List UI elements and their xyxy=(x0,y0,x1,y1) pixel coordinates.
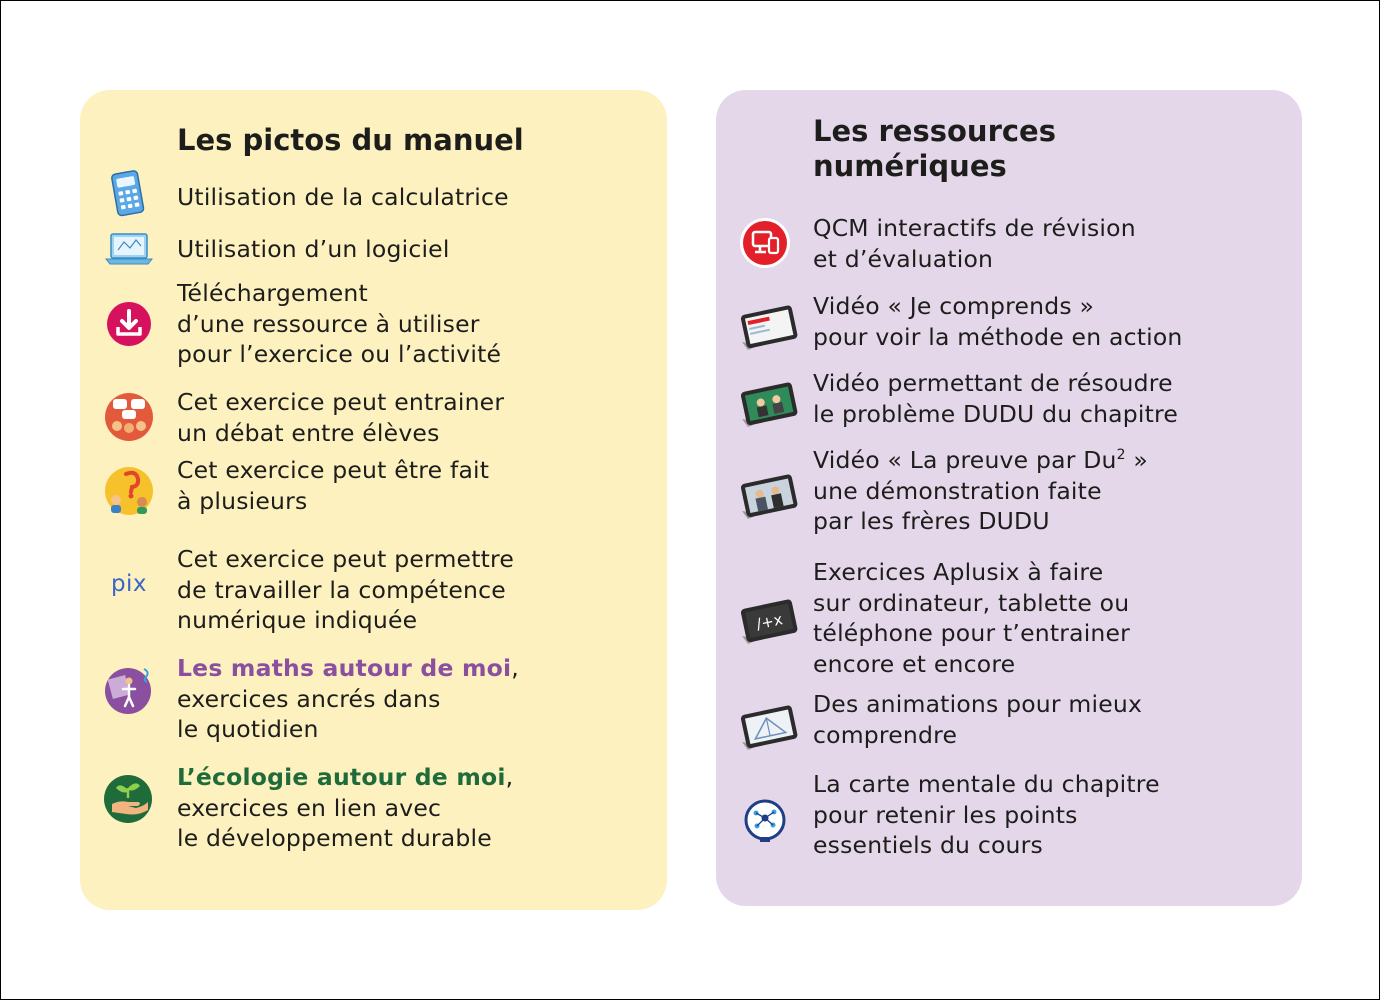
picto-text xyxy=(177,544,514,636)
text-line: pour l’exercice ou l’activité xyxy=(177,340,502,369)
text-line: exercices ancrés dans xyxy=(177,684,441,713)
svg-text:/+x: /+x xyxy=(754,610,785,634)
text-line: un débat entre élèves xyxy=(177,418,440,447)
title-line: numériques xyxy=(813,149,1007,183)
text-line: comprendre xyxy=(813,720,958,749)
text-part: » xyxy=(1125,446,1148,474)
picto-text xyxy=(177,234,450,265)
comma: , xyxy=(511,654,519,682)
text-line: exercices en lien avec xyxy=(177,793,442,822)
picto-text xyxy=(177,278,501,370)
text-line: Vidéo permettant de résoudre xyxy=(813,369,1173,397)
download-icon xyxy=(102,297,156,351)
resource-text xyxy=(813,689,1142,750)
text-line: le développement durable xyxy=(177,824,492,853)
text-line: La carte mentale du chapitre xyxy=(813,770,1160,798)
video-tablet-green-icon xyxy=(738,375,792,429)
debate-icon xyxy=(102,390,156,444)
text-line: Cet exercice peut être fait xyxy=(177,456,490,484)
digital-resources-panel xyxy=(716,90,1302,906)
pix-logo-text: pix xyxy=(110,571,148,597)
text-line: Exercices Aplusix à faire xyxy=(813,558,1104,586)
pictos-panel xyxy=(80,90,667,910)
maths-highlight: Les maths autour de moi xyxy=(177,654,512,682)
resource-text xyxy=(813,291,1183,352)
text-part: Vidéo « La preuve par Du xyxy=(813,446,1117,474)
pix-icon xyxy=(102,557,156,611)
picto-text xyxy=(177,762,513,854)
ecology-icon xyxy=(102,772,156,826)
picto-text xyxy=(177,182,509,213)
text-line: le problème DUDU du chapitre xyxy=(813,399,1179,428)
qcm-icon xyxy=(738,216,792,270)
text-line: et d’évaluation xyxy=(813,244,994,273)
text-line: pour retenir les points xyxy=(813,800,1078,829)
text-line: numérique indiquée xyxy=(177,606,418,635)
text-line: une démonstration faite xyxy=(813,476,1102,505)
maths-around-me-icon xyxy=(102,663,156,717)
superscript: 2 xyxy=(1116,447,1126,464)
mind-map-icon xyxy=(738,793,792,847)
group-work-icon xyxy=(102,464,156,518)
text-line: Utilisation de la calculatrice xyxy=(177,183,509,211)
calculator-icon xyxy=(102,168,156,222)
text-line: Utilisation d’un logiciel xyxy=(177,235,450,263)
text-line: téléphone pour t’entrainer xyxy=(813,619,1131,648)
video-tablet-icon xyxy=(738,298,792,352)
text-line: Téléchargement xyxy=(177,279,368,307)
comma: , xyxy=(505,763,514,791)
text-line: Vidéo « Je comprends » xyxy=(813,292,1095,320)
text-line: de travailler la compétence xyxy=(177,575,506,604)
text-line: d’une ressource à utiliser xyxy=(177,309,480,338)
text-line: Cet exercice peut permettre xyxy=(177,545,515,573)
text-line: essentiels du cours xyxy=(813,831,1043,860)
text-line: à plusieurs xyxy=(177,486,308,515)
title-line: Les ressources xyxy=(813,114,1056,148)
picto-text xyxy=(177,653,519,745)
resource-text xyxy=(813,368,1178,429)
text-line: QCM interactifs de révision xyxy=(813,214,1136,242)
resource-text xyxy=(813,769,1160,861)
text-line: Cet exercice peut entrainer xyxy=(177,388,505,416)
text-line: pour voir la méthode en action xyxy=(813,322,1183,351)
text-line: Des animations pour mieux xyxy=(813,690,1143,718)
resources-title xyxy=(813,114,1056,184)
animation-tablet-icon xyxy=(738,698,792,752)
picto-text xyxy=(177,387,504,448)
laptop-icon xyxy=(102,222,156,276)
text-line: encore et encore xyxy=(813,649,1016,678)
text-line: sur ordinateur, tablette ou xyxy=(813,588,1130,617)
video-tablet-people-icon xyxy=(738,467,792,521)
picto-text xyxy=(177,455,489,516)
resource-text xyxy=(813,557,1130,679)
text-line: le quotidien xyxy=(177,715,319,744)
text-line: par les frères DUDU xyxy=(813,507,1050,536)
ecology-highlight: L’écologie autour de moi xyxy=(177,763,506,791)
text-line xyxy=(813,445,1148,476)
resource-text xyxy=(813,213,1136,274)
pictos-title: Les pictos du manuel xyxy=(177,123,524,157)
aplusix-tablet-icon xyxy=(738,592,792,646)
resource-text xyxy=(813,445,1148,537)
